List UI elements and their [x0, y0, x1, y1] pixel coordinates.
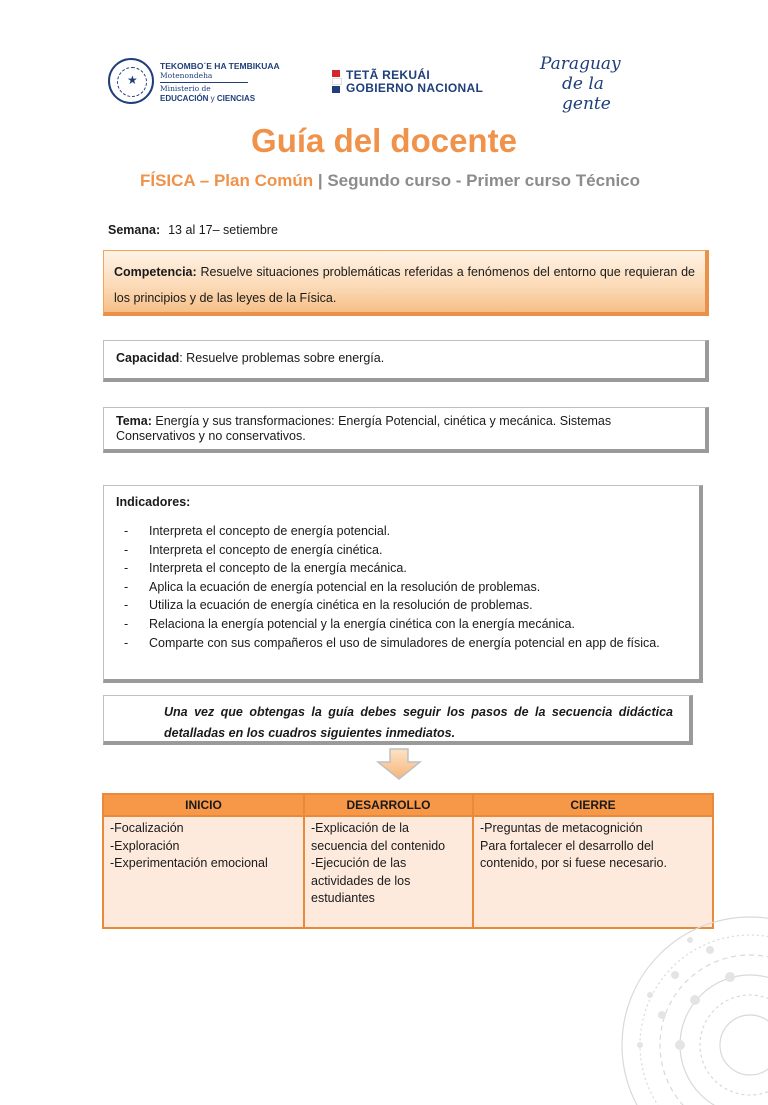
mec-logo [160, 61, 300, 104]
arrow-down-icon [376, 748, 422, 780]
competencia-text: Resuelve situaciones problemáticas referidas a fenómenos del entorno que requieran de los principios y de las leyes de la Física. [114, 265, 695, 305]
indicadores-box [103, 485, 703, 683]
list-dash: - [124, 579, 129, 594]
list-dash: - [124, 561, 129, 576]
semana-line [108, 223, 278, 237]
tema-label: Tema: [116, 414, 152, 428]
cell-line: Para fortalecer el desarrollo del contenido, por si fuese necesario. [480, 838, 667, 870]
gov-line1: TETÃ REKUÁI [346, 68, 430, 82]
list-item [116, 615, 687, 634]
indicador-text: Utiliza la ecuación de energía cinética en la resolución de problemas. [149, 598, 533, 613]
capacidad-text: : Resuelve problemas sobre energía. [179, 351, 385, 365]
course-label: | Segundo curso - Primer curso Técnico [313, 171, 641, 190]
page-title: Guía del docente [251, 122, 517, 159]
indicadores-label: Indicadores: [116, 495, 191, 509]
list-item [116, 522, 687, 541]
subject-label: FÍSICA – Plan Común [139, 171, 314, 190]
semana-label: Semana: [108, 223, 161, 237]
list-dash: - [124, 616, 129, 631]
mec-line4-b: y [208, 94, 217, 103]
mec-line2: Motenondeha [160, 71, 213, 80]
capacidad-label: Capacidad [116, 351, 180, 365]
mec-line3: Ministerio de [160, 84, 211, 93]
list-item [116, 634, 687, 653]
header-inicio: INICIO [103, 794, 304, 816]
mec-rule [160, 82, 248, 83]
cell-line: -Ejecución de las actividades de los estudiantes [311, 856, 411, 905]
instruction-note: Una vez que obtengas la guía debes seguir los pasos de la secuencia didáctica detalladas en los cuadros siguientes inmediatos. [103, 695, 693, 745]
brand-line1: Paraguay [540, 54, 621, 74]
indicador-text: Interpreta el concepto de energía cinética. [149, 542, 383, 557]
list-item [116, 541, 687, 560]
cell-line: -Exploración [110, 838, 180, 853]
indicadores-list [116, 522, 687, 652]
semana-value: 13 al 17– setiembre [168, 223, 278, 237]
indicador-text: Relaciona la energía potencial y la energía cinética con la energía mecánica. [149, 616, 575, 631]
mec-line4-c: CIENCIAS [216, 94, 256, 103]
mec-line4 [160, 94, 300, 104]
competencia-label: Competencia: [114, 265, 197, 279]
brand-line2: de la gente [562, 74, 611, 114]
tema-box [103, 407, 709, 453]
list-item [116, 596, 687, 615]
cell-line: -Experimentación emocional [110, 856, 268, 870]
gobierno-nacional-text [346, 69, 483, 95]
list-item [116, 559, 687, 578]
list-dash: - [124, 524, 129, 538]
tema-text: Energía y sus transformaciones: Energía Potencial, cinética y mecánica. Sistemas Conservativos y no conservativos. [116, 414, 612, 443]
indicador-text: Interpreta el concepto de energía potencial. [149, 524, 391, 538]
header-cierre: CIERRE [473, 794, 713, 816]
competencia-box [103, 250, 709, 316]
indicador-text: Interpreta el concepto de la energía mecánica. [149, 561, 407, 576]
cell-line: -Preguntas de metacognición [480, 821, 643, 835]
list-dash: - [124, 542, 129, 557]
list-dash: - [124, 598, 129, 613]
national-seal-icon: ★ [108, 58, 154, 104]
cell-inicio [103, 816, 304, 928]
table-header-row [103, 794, 713, 816]
cell-line: -Focalización [110, 821, 184, 835]
indicador-text: Comparte con sus compañeros el uso de simuladores de energía potencial en app de física. [149, 635, 660, 650]
flag-mark-icon [332, 70, 340, 92]
capacidad-box [103, 340, 709, 382]
indicador-text: Aplica la ecuación de energía potencial en la resolución de problemas. [149, 579, 541, 594]
paraguay-de-la-gente-logo [540, 54, 650, 114]
mec-line1: TEKOMBO´E HA TEMBIKUAA [160, 61, 280, 71]
decorative-lace-icon [600, 905, 768, 1105]
page-subtitle [110, 168, 670, 194]
mec-line4-a: EDUCACIÓN [160, 94, 209, 103]
header-desarrollo: DESARROLLO [304, 794, 473, 816]
cell-desarrollo [304, 816, 473, 928]
list-item [116, 578, 687, 597]
gov-line2: GOBIERNO NACIONAL [346, 81, 484, 95]
cell-line: -Explicación de la secuencia del contenido [311, 821, 446, 853]
list-dash: - [124, 635, 129, 650]
